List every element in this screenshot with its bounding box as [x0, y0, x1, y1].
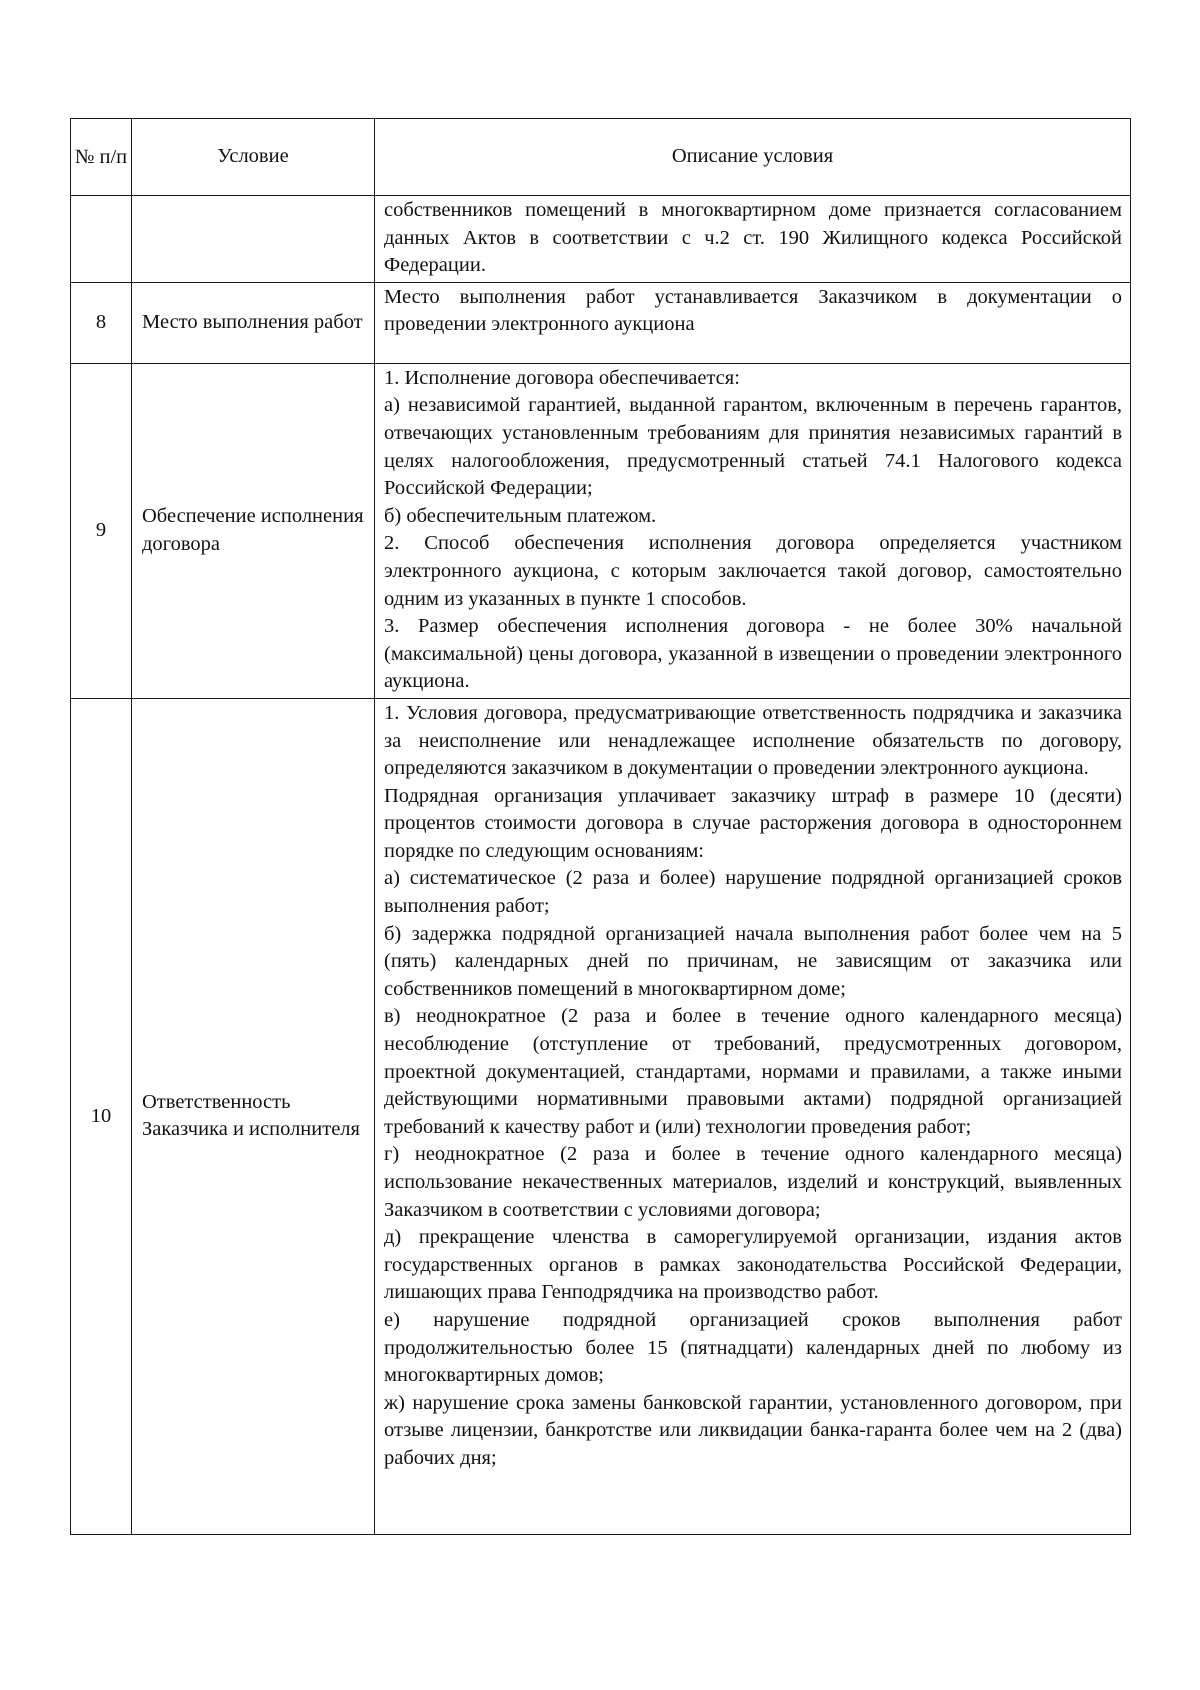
row-condition: Ответственность Заказчика и исполнителя	[132, 698, 375, 1534]
row-description	[375, 282, 1131, 363]
row-description	[375, 698, 1131, 1534]
description-paragraph: ж) нарушение срока замены банковской гарантии, установленного договором, при отзыве лицензии, банкротстве или ликвидации банка-гаранта более чем на 2 (два) рабочих дня;	[384, 1391, 1122, 1469]
description-paragraph: 1. Условия договора, предусматривающие ответственность подрядчика и заказчика за неисполнение или ненадлежащее исполнение обязательств по договору, определяются заказчиком в документации о проведении электронного аукциона.	[384, 701, 1122, 780]
row-number: 10	[71, 698, 132, 1534]
row-number: 8	[71, 282, 132, 363]
row-number: 9	[71, 363, 132, 698]
header-condition: Условие	[132, 119, 375, 196]
row-description	[375, 196, 1131, 283]
description-paragraph: е) нарушение подрядной организацией сроков выполнения работ продолжительностью более 15 (пятнадцати) календарных дней по любому из многоквартирных домов;	[384, 1308, 1122, 1387]
description-paragraph: 3. Размер обеспечения исполнения договора - не более 30% начальной (максимальной) цены договора, указанной в извещении о проведении электронного аукциона.	[384, 615, 1122, 693]
table-row	[71, 196, 1131, 283]
description-paragraph: а) систематическое (2 раза и более) нарушение подрядной организацией сроков выполнения работ;	[384, 867, 1122, 918]
description-paragraph: 1. Исполнение договора обеспечивается:	[384, 366, 740, 389]
row-condition: Место выполнения работ	[132, 282, 375, 363]
description-paragraph: Место выполнения работ устанавливается Заказчиком в документации о проведении электронного аукциона	[384, 285, 1122, 336]
row-description	[375, 363, 1131, 698]
description-paragraph: Подрядная организация уплачивает заказчику штраф в размере 10 (десяти) процентов стоимости договора в случае расторжения договора в одностороннем порядке по следующим основаниям:	[384, 784, 1122, 862]
description-paragraph: а) независимой гарантией, выданной гарантом, включенным в перечень гарантов, отвечающих установленным требованиям для принятия независимых гарантий в целях налогообложения, предусмотренный статьей 74.1 Налогового кодекса Российской Федерации;	[384, 394, 1122, 500]
conditions-table	[70, 118, 1131, 1535]
header-description: Описание условия	[375, 119, 1131, 196]
description-paragraph: д) прекращение членства в саморегулируемой организации, издания актов государственных органов в рамках законодательства Российской Федерации, лишающих права Генподрядчика на производство работ.	[384, 1226, 1122, 1304]
table-row	[71, 282, 1131, 363]
table-row	[71, 698, 1131, 1534]
description-paragraph: б) задержка подрядной организацией начала выполнения работ более чем на 5 (пять) календарных дней по причинам, не зависящим от заказчика или собственников помещений в многоквартирном доме;	[384, 922, 1122, 1000]
description-paragraph: б) обеспечительным платежом.	[384, 504, 657, 527]
row-condition	[132, 196, 375, 283]
description-paragraph: в) неоднократное (2 раза и более в течение одного календарного месяца) несоблюдение (отступление от требований, предусмотренных договором, проектной документацией, стандартами, нормами и правилами, а также иными действующими нормативными правовыми актами) подрядной организацией требований к качеству работ и (или) технологии проведения работ;	[384, 1005, 1122, 1138]
table-header-row	[71, 119, 1131, 196]
description-paragraph: собственников помещений в многоквартирном доме признается согласованием данных Актов в соответствии с ч.2 ст. 190 Жилищного кодекса Российской Федерации.	[384, 199, 1122, 277]
description-paragraph: г) неоднократное (2 раза и более в течение одного календарного месяца) использование некачественных материалов, изделий и конструкций, выявленных Заказчиком в соответствии с условиями договора;	[384, 1143, 1122, 1221]
row-number	[71, 196, 132, 283]
table-row	[71, 363, 1131, 698]
row-condition: Обеспечение исполнения договора	[132, 363, 375, 698]
header-number: № п/п	[71, 119, 132, 196]
description-paragraph: 2. Способ обеспечения исполнения договора определяется участником электронного аукциона, с которым заключается такой договор, самостоятельно одним из указанных в пункте 1 способов.	[384, 532, 1122, 610]
